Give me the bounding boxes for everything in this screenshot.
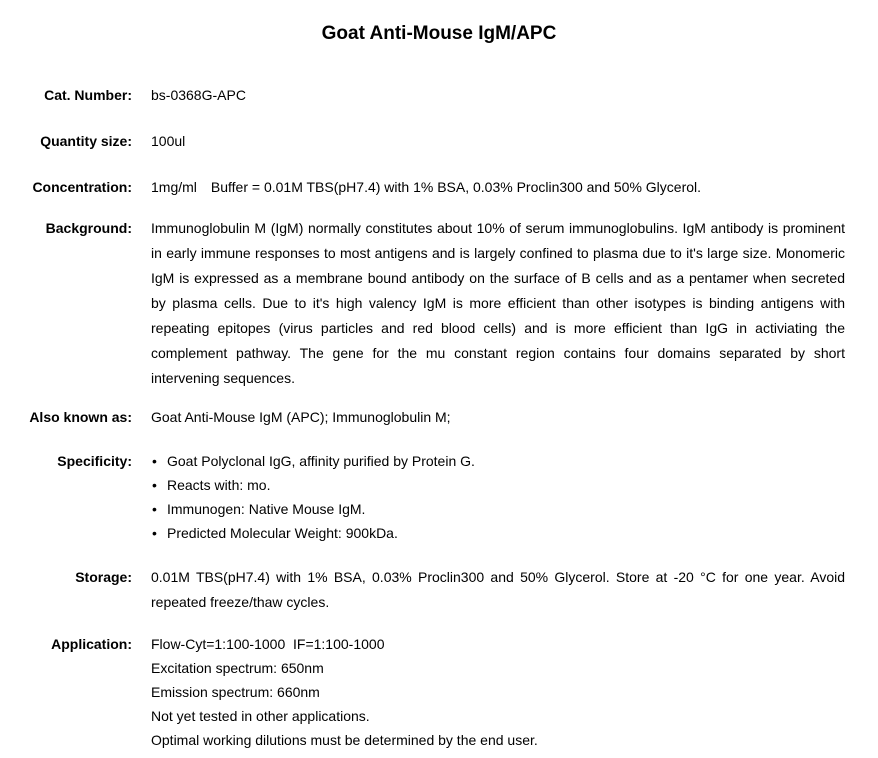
concentration-value: [151, 175, 878, 200]
specificity-item: • Reacts with: mo.: [151, 473, 845, 497]
application-line: Emission spectrum: 660nm: [151, 684, 320, 700]
concentration-label: Concentration:: [32, 179, 132, 195]
application-line: Flow-Cyt=1:100-1000 IF=1:100-1000: [151, 636, 385, 652]
specificity-value: [151, 449, 878, 545]
concentration-buffer: Buffer = 0.01M TBS(pH7.4) with 1% BSA, 0.03% Proclin300 and 50% Glycerol.: [210, 179, 702, 195]
specificity-item: • Predicted Molecular Weight: 900kDa.: [151, 521, 845, 545]
concentration-row: [0, 175, 878, 200]
page-title: Goat Anti-Mouse IgM/APC: [321, 23, 557, 44]
also-known-as-value: Goat Anti-Mouse IgM (APC); Immunoglobulin M;: [151, 409, 451, 425]
background-label: Background:: [45, 220, 132, 236]
also-known-as-row: [0, 405, 878, 430]
application-line: Excitation spectrum: 650nm: [151, 660, 324, 676]
specificity-list: [151, 449, 845, 545]
specificity-row: [0, 449, 878, 545]
background-text: Immunoglobulin M (IgM) normally constitutes about 10% of serum immunoglobulins. IgM antibody is prominent in early immune responses to most antigens and is largely confined to plasma due to it's large size. Monomeric IgM is expressed as a membrane bound antibody on the surface of B cells and as a pentamer when secreted by plasma cells. Due to it's high valency IgM is more efficient than other isotypes is binding antigens with repeating epitopes (virus particles and red blood cells) and is more efficient than IgG in activiating the complement pathway. The gene for the mu constant region contains four domains separated by short intervening sequences.: [151, 220, 845, 386]
specificity-label: Specificity:: [57, 453, 132, 469]
background-row: [0, 216, 878, 391]
application-row: [0, 632, 878, 752]
application-line: Optimal working dilutions must be determined by the end user.: [151, 732, 538, 748]
storage-label: Storage:: [75, 569, 132, 585]
concentration-amount: 1mg/ml: [151, 179, 197, 195]
quantity-size-label: Quantity size:: [40, 133, 132, 149]
cat-number-value: bs-0368G-APC: [151, 87, 246, 103]
cat-number-label: Cat. Number:: [44, 87, 132, 103]
cat-number-row: [0, 83, 878, 108]
application-label: Application:: [51, 636, 132, 652]
specificity-item: • Immunogen: Native Mouse IgM.: [151, 497, 845, 521]
quantity-size-value: 100ul: [151, 133, 186, 149]
specificity-item: • Goat Polyclonal IgG, affinity purified by Protein G.: [151, 449, 845, 473]
also-known-as-label: Also known as:: [29, 409, 132, 425]
application-line: Not yet tested in other applications.: [151, 708, 370, 724]
storage-text: 0.01M TBS(pH7.4) with 1% BSA, 0.03% Proclin300 and 50% Glycerol. Store at -20 °C for one year. Avoid repeated freeze/thaw cycles.: [151, 569, 845, 610]
application-value: [151, 632, 878, 752]
quantity-size-row: [0, 129, 878, 154]
storage-row: [0, 565, 878, 615]
